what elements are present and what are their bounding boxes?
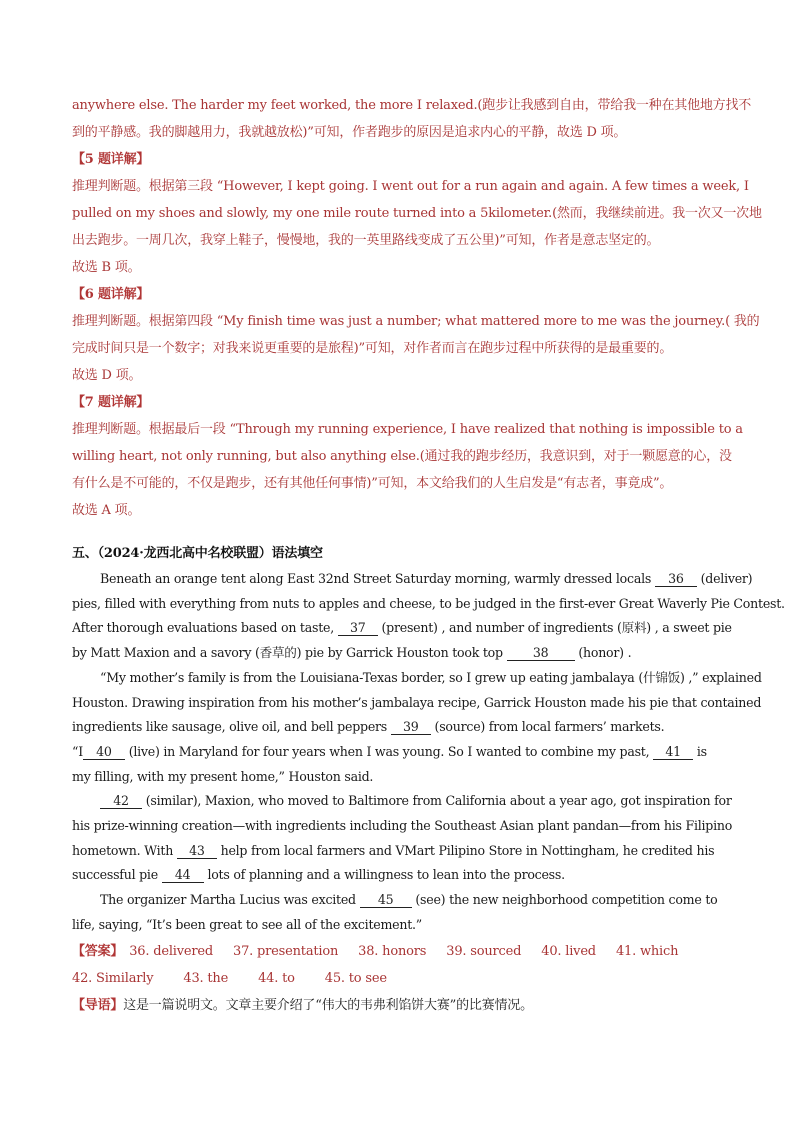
passage-line: his prize-winning creation—with ingredients including the Southeast Asian plant pandan—from his Filipino (72, 818, 733, 834)
passage-text: (source) from local farmers’ markets. (434, 719, 665, 735)
section-5-title: 五、（2024·龙西北高中名校联盟）语法填空 (72, 546, 323, 561)
answer-item: 45. to see (324, 970, 387, 986)
passage-line (72, 715, 724, 740)
q5-explanation-line-3: 出去跑步。一周几次，我穿上鞋子，慢慢地，我的一英里路线变成了五公里)”可知，作者是意志坚定的。 (72, 233, 660, 248)
passage-text: is (696, 743, 707, 759)
passage-text: After thorough evaluations based on taste, (72, 620, 334, 636)
passage-line: “My mother’s family is from the Louisiana-Texas border, so I grew up eating jambalaya (什锦饭) ,” explained (100, 669, 762, 685)
answer-row-1 (72, 938, 724, 965)
q5-header: 【5 题详解】 (72, 152, 150, 167)
passage-line (72, 888, 724, 913)
passage-text: ingredients like sausage, olive oil, and bell peppers (72, 719, 388, 735)
passage-text: Beneath an orange tent along East 32nd Street Saturday morning, warmly dressed locals (100, 571, 652, 586)
guide-label: 【导语】 (72, 997, 124, 1013)
answer-item: 36. delivered (129, 943, 214, 959)
passage-text: “I (72, 743, 83, 759)
answer-item: 43. the (183, 970, 229, 986)
passage-text: (see) the new neighborhood competition come to (415, 892, 718, 908)
blank-43[interactable]: 43 (177, 844, 217, 859)
blank-36[interactable]: 36 (655, 572, 697, 587)
answer-row-2 (72, 965, 724, 992)
answer-label: 【答案】 (72, 943, 124, 959)
guide-text: 这是一篇说明文。文章主要介绍了“伟大的韦弗利馅饼大赛”的比赛情况。 (123, 997, 533, 1013)
answer-item: 38. honors (358, 943, 427, 959)
q5-explanation-line-2: pulled on my shoes and slowly, my one mile route turned into a 5kilometer.(然而，我继续前进。我一次又一次地 (72, 206, 762, 221)
q5-explanation-line-4: 故选 B 项。 (72, 260, 141, 275)
section-gap (72, 524, 724, 540)
passage-text: The organizer Martha Lucius was excited (100, 892, 356, 908)
grammar-passage (72, 567, 785, 938)
q5-explanation-line-1: 推理判断题。根据第三段 “However, I kept going. I went out for a run again and again. A few times a week, I (72, 179, 749, 194)
blank-37[interactable]: 37 (338, 621, 378, 636)
passage-line (72, 839, 724, 864)
passage-text: (honor) . (578, 645, 632, 661)
passage-text: successful pie (72, 867, 158, 883)
q7-explanation-line-1: 推理判断题。根据最后一段 “Through my running experience, I have realized that nothing is impossible to a (72, 422, 743, 437)
passage-line: pies, filled with everything from nuts to apples and cheese, to be judged in the first-ever Great Waverly Pie Contest. (72, 595, 785, 611)
blank-45[interactable]: 45 (360, 893, 412, 908)
passage-line (72, 616, 732, 641)
answer-item: 41. which (615, 943, 679, 959)
passage-text: (present) , and number of ingredients (原料) , a sweet pie (381, 620, 732, 636)
q7-explanation-line-3: 有什么是不可能的，不仅是跑步，还有其他任何事情)”可知，本文给我们的人生启发是“有志者，事竟成”。 (72, 476, 673, 491)
blank-44[interactable]: 44 (162, 868, 204, 883)
passage-text: by Matt Maxion and a savory (香草的) pie by Garrick Houston took top (72, 645, 503, 661)
passage-line: Houston. Drawing inspiration from his mother’s jambalaya recipe, Garrick Houston made his pie that contained (72, 694, 762, 710)
answer-item: 39. sourced (446, 943, 522, 959)
answer-item: 40. lived (541, 943, 596, 959)
q6-explanation-line-1: 推理判断题。根据第四段 “My finish time was just a number; what mattered more to me was the journey.( 我的 (72, 314, 760, 329)
passage-text: help from local farmers and VMart Pilipino Store in Nottingham, he credited his (220, 842, 715, 858)
passage-line (72, 863, 724, 888)
passage-text: hometown. With (72, 842, 174, 858)
passage-line (72, 740, 724, 765)
passage-line (72, 641, 724, 666)
q7-header: 【7 题详解】 (72, 395, 150, 410)
passage-line: my filling, with my present home,” Houston said. (72, 768, 374, 784)
blank-38[interactable]: 38 (507, 646, 575, 661)
blank-40[interactable]: 40 (83, 745, 125, 760)
guide-line (72, 992, 724, 1019)
blank-39[interactable]: 39 (391, 720, 431, 735)
passage-text: (deliver) (700, 571, 753, 586)
q7-explanation-line-4: 故选 A 项。 (72, 503, 141, 518)
q6-explanation-line-2: 完成时间只是一个数字；对我来说更重要的是旅程)”可知，对作者而言在跑步过程中所获得的是最重要的。 (72, 341, 673, 356)
passage-text: lots of planning and a willingness to lean into the process. (207, 867, 565, 883)
passage-text: (similar), Maxion, who moved to Baltimore from California about a year ago, got inspiration for (145, 793, 732, 809)
answer-item: 42. Similarly (72, 970, 154, 986)
passage-line: life, saying, “It’s been great to see all of the excitement.” (72, 916, 422, 932)
answer-item: 44. to (258, 970, 295, 986)
passage-line (72, 567, 753, 592)
blank-42[interactable]: 42 (100, 794, 142, 809)
passage-line (72, 789, 732, 814)
blank-41[interactable]: 41 (653, 745, 693, 760)
q6-header: 【6 题详解】 (72, 287, 150, 302)
q4-explanation-line-2: 到的平静感。我的脚越用力，我就越放松)”可知，作者跑步的原因是追求内心的平静，故选 D 项。 (72, 125, 627, 140)
passage-text: (live) in Maryland for four years when I was young. So I wanted to combine my past, (128, 743, 650, 759)
q4-explanation-line-1: anywhere else. The harder my feet worked, the more I relaxed.(跑步让我感到自由，带给我一种在其他地方找不 (72, 98, 752, 113)
q7-explanation-line-2: willing heart, not only running, but also anything else.(通过我的跑步经历，我意识到，对于一颗愿意的心，没 (72, 449, 732, 464)
page-content (72, 92, 785, 1019)
answer-item: 37. presentation (233, 943, 339, 959)
q6-explanation-line-3: 故选 D 项。 (72, 368, 142, 383)
